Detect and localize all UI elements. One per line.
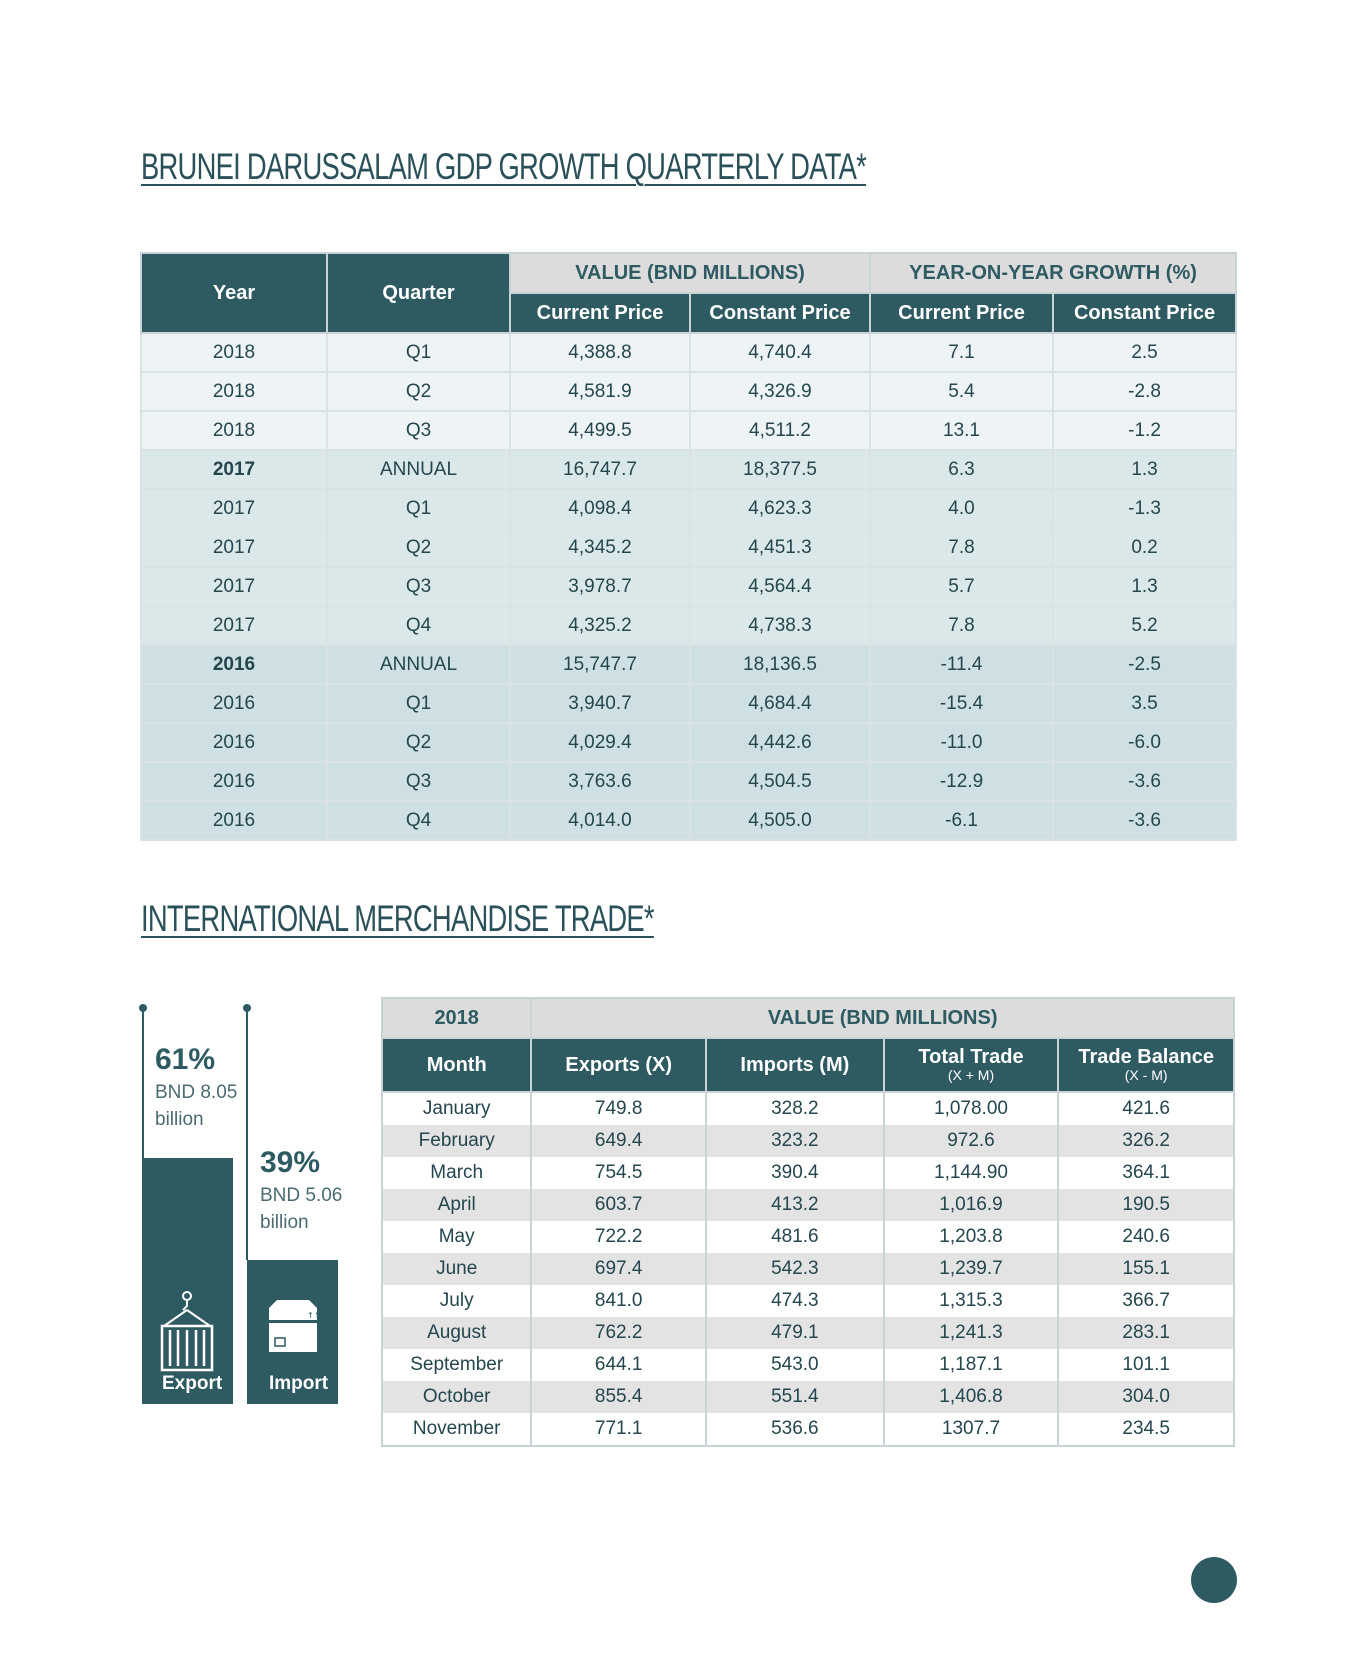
cell-total-trade: 1,144.90 (884, 1157, 1059, 1189)
trade-section-title: INTERNATIONAL MERCHANDISE TRADE* (141, 898, 654, 939)
header-imports: Imports (M) (706, 1038, 884, 1092)
cell-value-constant: 4,511.2 (690, 411, 870, 450)
cell-month: May (382, 1221, 531, 1253)
gdp-table (140, 252, 1237, 841)
page-marker-dot (1191, 1557, 1237, 1603)
export-share-percent: 61% (155, 1043, 216, 1076)
import-label: Import (269, 1373, 329, 1394)
table-row (382, 1381, 1234, 1413)
cell-imports: 479.1 (706, 1317, 884, 1349)
cell-value-current: 4,499.5 (510, 411, 690, 450)
cell-growth-current: 5.4 (870, 372, 1053, 411)
cell-trade-balance: 364.1 (1058, 1157, 1234, 1189)
cell-growth-current: 6.3 (870, 450, 1053, 489)
header-value-group: VALUE (BND MILLIONS) (531, 998, 1234, 1038)
gdp-section-title: BRUNEI DARUSSALAM GDP GROWTH QUARTERLY DATA* (141, 146, 867, 187)
header-value-constant-price: Constant Price (690, 293, 870, 333)
cell-value-constant: 4,504.5 (690, 762, 870, 801)
cell-quarter: Q1 (327, 489, 510, 528)
cell-trade-balance: 326.2 (1058, 1125, 1234, 1157)
cell-total-trade: 1307.7 (884, 1413, 1059, 1446)
cell-year: 2016 (141, 801, 327, 840)
table-row (141, 684, 1236, 723)
cell-year: 2018 (141, 333, 327, 372)
table-row (141, 411, 1236, 450)
cell-value-constant: 4,564.4 (690, 567, 870, 606)
cell-month: March (382, 1157, 531, 1189)
cell-quarter: Q2 (327, 528, 510, 567)
cell-value-current: 4,029.4 (510, 723, 690, 762)
cell-exports: 644.1 (531, 1349, 706, 1381)
cell-exports: 771.1 (531, 1413, 706, 1446)
header-trade-balance-formula: (X - M) (1124, 1067, 1168, 1084)
cell-growth-current: 4.0 (870, 489, 1053, 528)
cell-year: 2017 (141, 450, 327, 489)
import-share-unit: billion (260, 1212, 309, 1233)
cell-exports: 722.2 (531, 1221, 706, 1253)
import-share-amount: BND 5.06 (260, 1185, 343, 1206)
table-row (382, 1349, 1234, 1381)
cell-value-current: 4,388.8 (510, 333, 690, 372)
cell-month: October (382, 1381, 531, 1413)
cell-growth-constant: -2.5 (1053, 645, 1236, 684)
cell-year: 2017 (141, 606, 327, 645)
cell-growth-current: -15.4 (870, 684, 1053, 723)
cell-growth-current: 7.8 (870, 606, 1053, 645)
cell-trade-balance: 190.5 (1058, 1189, 1234, 1221)
export-label: Export (162, 1373, 223, 1394)
cell-quarter: Q1 (327, 333, 510, 372)
cell-exports: 754.5 (531, 1157, 706, 1189)
cell-exports: 649.4 (531, 1125, 706, 1157)
table-row (382, 1189, 1234, 1221)
cell-total-trade: 1,203.8 (884, 1221, 1059, 1253)
cell-imports: 328.2 (706, 1092, 884, 1125)
cell-imports: 323.2 (706, 1125, 884, 1157)
cell-quarter: Q4 (327, 606, 510, 645)
cell-value-constant: 4,442.6 (690, 723, 870, 762)
table-row (141, 723, 1236, 762)
header-year: 2018 (382, 998, 531, 1038)
cell-value-current: 3,940.7 (510, 684, 690, 723)
cell-trade-balance: 234.5 (1058, 1413, 1234, 1446)
cell-value-constant: 18,136.5 (690, 645, 870, 684)
cargo-container-icon (142, 1288, 233, 1378)
cell-trade-balance: 421.6 (1058, 1092, 1234, 1125)
cell-quarter: Q2 (327, 372, 510, 411)
trade-table (381, 997, 1235, 1447)
cell-trade-balance: 240.6 (1058, 1221, 1234, 1253)
cell-growth-constant: 0.2 (1053, 528, 1236, 567)
cell-exports: 841.0 (531, 1285, 706, 1317)
cell-total-trade: 1,078.00 (884, 1092, 1059, 1125)
cell-year: 2017 (141, 489, 327, 528)
cell-growth-current: 13.1 (870, 411, 1053, 450)
cell-value-current: 4,014.0 (510, 801, 690, 840)
table-row (382, 1125, 1234, 1157)
cell-month: February (382, 1125, 531, 1157)
cell-imports: 542.3 (706, 1253, 884, 1285)
table-row (382, 1221, 1234, 1253)
cell-total-trade: 1,239.7 (884, 1253, 1059, 1285)
table-row (141, 489, 1236, 528)
cell-imports: 390.4 (706, 1157, 884, 1189)
header-trade-balance-label: Trade Balance (1078, 1046, 1214, 1069)
cell-growth-constant: -1.3 (1053, 489, 1236, 528)
cell-year: 2017 (141, 567, 327, 606)
cell-growth-current: 7.1 (870, 333, 1053, 372)
cell-quarter: ANNUAL (327, 450, 510, 489)
cell-total-trade: 1,315.3 (884, 1285, 1059, 1317)
cell-value-constant: 4,451.3 (690, 528, 870, 567)
header-total-trade-label: Total Trade (918, 1046, 1024, 1069)
table-row (141, 645, 1236, 684)
cell-exports: 855.4 (531, 1381, 706, 1413)
header-trade-balance (1058, 1038, 1234, 1092)
table-row (141, 333, 1236, 372)
header-total-trade-formula: (X + M) (947, 1067, 995, 1084)
cell-growth-constant: 3.5 (1053, 684, 1236, 723)
cell-total-trade: 1,406.8 (884, 1381, 1059, 1413)
header-growth-constant-price: Constant Price (1053, 293, 1236, 333)
cell-growth-constant: -3.6 (1053, 762, 1236, 801)
cell-month: November (382, 1413, 531, 1446)
cell-growth-constant: 1.3 (1053, 567, 1236, 606)
cell-quarter: Q3 (327, 567, 510, 606)
cell-trade-balance: 155.1 (1058, 1253, 1234, 1285)
cell-value-constant: 18,377.5 (690, 450, 870, 489)
cell-trade-balance: 366.7 (1058, 1285, 1234, 1317)
cell-growth-current: -12.9 (870, 762, 1053, 801)
table-row (141, 801, 1236, 840)
table-row (382, 1157, 1234, 1189)
cell-value-current: 3,763.6 (510, 762, 690, 801)
cell-trade-balance: 101.1 (1058, 1349, 1234, 1381)
cell-value-current: 4,325.2 (510, 606, 690, 645)
table-row (141, 762, 1236, 801)
table-row (141, 450, 1236, 489)
header-value-group: VALUE (BND MILLIONS) (510, 253, 870, 293)
cell-year: 2016 (141, 723, 327, 762)
cell-growth-constant: 1.3 (1053, 450, 1236, 489)
header-year: Year (141, 253, 327, 333)
cell-value-constant: 4,740.4 (690, 333, 870, 372)
header-month: Month (382, 1038, 531, 1092)
table-row (141, 606, 1236, 645)
cell-exports: 762.2 (531, 1317, 706, 1349)
cell-month: January (382, 1092, 531, 1125)
header-value-current-price: Current Price (510, 293, 690, 333)
cell-quarter: Q3 (327, 411, 510, 450)
cell-year: 2016 (141, 684, 327, 723)
cell-value-constant: 4,505.0 (690, 801, 870, 840)
cell-growth-constant: -3.6 (1053, 801, 1236, 840)
cell-trade-balance: 304.0 (1058, 1381, 1234, 1413)
cell-exports: 603.7 (531, 1189, 706, 1221)
cell-month: April (382, 1189, 531, 1221)
cell-value-constant: 4,738.3 (690, 606, 870, 645)
header-growth-current-price: Current Price (870, 293, 1053, 333)
header-total-trade (884, 1038, 1059, 1092)
import-leader-line (246, 1008, 248, 1260)
cell-quarter: Q4 (327, 801, 510, 840)
cell-imports: 543.0 (706, 1349, 884, 1381)
cell-value-current: 4,345.2 (510, 528, 690, 567)
cell-imports: 413.2 (706, 1189, 884, 1221)
cell-value-constant: 4,684.4 (690, 684, 870, 723)
cell-total-trade: 972.6 (884, 1125, 1059, 1157)
cell-value-current: 3,978.7 (510, 567, 690, 606)
cell-exports: 749.8 (531, 1092, 706, 1125)
cell-month: September (382, 1349, 531, 1381)
cell-imports: 536.6 (706, 1413, 884, 1446)
cell-year: 2018 (141, 411, 327, 450)
cell-total-trade: 1,241.3 (884, 1317, 1059, 1349)
cell-growth-constant: 2.5 (1053, 333, 1236, 372)
export-leader-line (142, 1008, 144, 1158)
cell-year: 2016 (141, 645, 327, 684)
cell-exports: 697.4 (531, 1253, 706, 1285)
package-box-icon (247, 1298, 338, 1368)
cell-growth-current: 5.7 (870, 567, 1053, 606)
cell-growth-constant: -1.2 (1053, 411, 1236, 450)
cell-value-constant: 4,326.9 (690, 372, 870, 411)
cell-growth-current: -6.1 (870, 801, 1053, 840)
header-quarter: Quarter (327, 253, 510, 333)
header-exports: Exports (X) (531, 1038, 706, 1092)
cell-growth-constant: 5.2 (1053, 606, 1236, 645)
cell-imports: 481.6 (706, 1221, 884, 1253)
import-share-bar (247, 1260, 338, 1404)
table-row (141, 528, 1236, 567)
cell-quarter: Q3 (327, 762, 510, 801)
cell-value-current: 15,747.7 (510, 645, 690, 684)
cell-growth-current: 7.8 (870, 528, 1053, 567)
table-row (382, 1413, 1234, 1446)
cell-total-trade: 1,016.9 (884, 1189, 1059, 1221)
table-row (382, 1317, 1234, 1349)
cell-imports: 474.3 (706, 1285, 884, 1317)
cell-value-current: 16,747.7 (510, 450, 690, 489)
cell-month: August (382, 1317, 531, 1349)
svg-text:↑↑: ↑↑ (307, 1311, 321, 1320)
export-share-bar (142, 1158, 233, 1404)
header-growth-group: YEAR-ON-YEAR GROWTH (%) (870, 253, 1236, 293)
cell-month: July (382, 1285, 531, 1317)
cell-growth-current: -11.4 (870, 645, 1053, 684)
cell-quarter: ANNUAL (327, 645, 510, 684)
cell-year: 2018 (141, 372, 327, 411)
cell-imports: 551.4 (706, 1381, 884, 1413)
cell-year: 2016 (141, 762, 327, 801)
cell-growth-constant: -6.0 (1053, 723, 1236, 762)
import-share-percent: 39% (260, 1146, 321, 1179)
table-row (141, 372, 1236, 411)
export-share-unit: billion (155, 1109, 204, 1130)
table-row (382, 1092, 1234, 1125)
table-row (141, 567, 1236, 606)
cell-total-trade: 1,187.1 (884, 1349, 1059, 1381)
cell-trade-balance: 283.1 (1058, 1317, 1234, 1349)
cell-quarter: Q1 (327, 684, 510, 723)
cell-month: June (382, 1253, 531, 1285)
table-row (382, 1285, 1234, 1317)
cell-value-current: 4,581.9 (510, 372, 690, 411)
cell-value-current: 4,098.4 (510, 489, 690, 528)
cell-growth-constant: -2.8 (1053, 372, 1236, 411)
export-share-amount: BND 8.05 (155, 1082, 238, 1103)
table-row (382, 1253, 1234, 1285)
cell-value-constant: 4,623.3 (690, 489, 870, 528)
cell-year: 2017 (141, 528, 327, 567)
cell-growth-current: -11.0 (870, 723, 1053, 762)
cell-quarter: Q2 (327, 723, 510, 762)
